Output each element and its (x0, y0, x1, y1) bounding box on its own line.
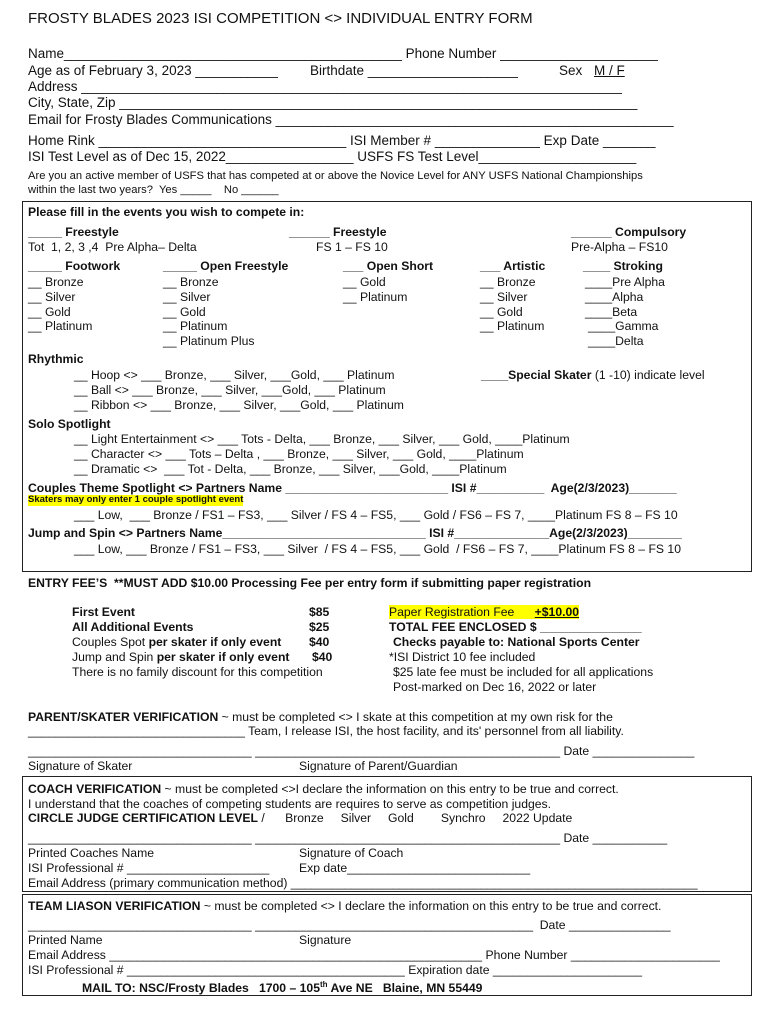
sex-value[interactable]: M / F (594, 63, 625, 78)
liason-email-phone[interactable]: Email Address _______________________________________________________ Phone Number ______________________ (28, 948, 720, 962)
signature-of-parent: Signature of Parent/Guardian (299, 759, 458, 773)
liason-isi-professional[interactable]: ISI Professional # _________________________________________ Expiration date ______________________ (28, 963, 642, 977)
fee-amount: $25 (309, 620, 330, 634)
rhythmic-hoop[interactable]: __ Hoop <> ___ Bronze, ___ Silver, ___Gold, ___ Platinum (74, 368, 395, 382)
fee-amount: $85 (309, 605, 330, 619)
rhythmic-ribbon[interactable]: __ Ribbon <> ___ Bronze, ___ Silver, ___Gold, ___ Platinum (74, 398, 404, 412)
stroking-option[interactable]: ____Delta (588, 334, 644, 348)
stroking-option[interactable]: ____Gamma (588, 319, 659, 333)
solo-light-entertainment[interactable]: __ Light Entertainment <> ___ Tots - Delta, ___ Bronze, ___ Silver, ___ Gold, ____Platinum (74, 432, 570, 446)
footwork-option[interactable]: __ Platinum (28, 319, 93, 333)
fee-amount: $40 (309, 635, 330, 649)
isi-test-line[interactable]: ISI Test Level as of Dec 15, 2022_________________ USFS FS Test Level_____________________ (28, 149, 637, 164)
liason-signature-line[interactable]: _________________________________ _________________________________________ Date _______________ (28, 918, 671, 932)
freestyle-fs-heading[interactable]: ______ Freestyle (289, 225, 387, 239)
usfs-answer[interactable]: within the last two years? Yes _____ No ______ (28, 184, 279, 196)
solo-spotlight-heading: Solo Spotlight (28, 417, 111, 431)
open-short-heading[interactable]: ___ Open Short (343, 259, 434, 273)
fee-couples: Couples Spot per skater if only event (72, 635, 282, 649)
open-freestyle-option[interactable]: __ Gold (163, 305, 206, 319)
artistic-option[interactable]: __ Platinum (480, 319, 545, 333)
freestyle-fs-levels: FS 1 – FS 10 (316, 240, 388, 254)
signature-of-coach: Signature of Coach (299, 846, 404, 860)
home-rink-line[interactable]: Home Rink _________________________________ ISI Member # ______________ Exp Date _______ (28, 133, 656, 148)
jump-spin-heading[interactable]: Jump and Spin <> Partners Name______________________________ ISI #______________Age(2/3/2023)________ (28, 526, 682, 540)
coach-signature-line[interactable]: _________________________________ _____________________________________________ Date ___________ (28, 831, 668, 845)
rhythmic-heading: Rhythmic (28, 352, 84, 366)
parent-verification-text: PARENT/SKATER VERIFICATION ~ must be completed <> I skate at this competition at my own risk for the (28, 710, 613, 724)
freestyle-tot-heading[interactable]: _____ Freestyle (28, 225, 119, 239)
events-heading: Please fill in the events you wish to compete in: (28, 205, 305, 219)
fee-label: All Additional Events (72, 620, 194, 634)
artistic-option[interactable]: __ Silver (480, 290, 528, 304)
solo-character[interactable]: __ Character <> ___ Tots – Delta , ___ Bronze, ___ Silver, ___ Gold, ____Platinum (74, 447, 524, 461)
postmark-note: Post-marked on Dec 16, 2022 or later (393, 680, 597, 694)
fees-heading: ENTRY FEE’S **MUST ADD $10.00 Processing Fee per entry form if submitting paper registration (28, 576, 592, 590)
compulsory-heading[interactable]: ______ Compulsory (571, 225, 687, 239)
artistic-option[interactable]: __ Gold (480, 305, 523, 319)
city-line[interactable]: City, State, Zip _____________________________________________________________________ (28, 95, 638, 110)
open-freestyle-option[interactable]: __ Platinum (163, 319, 228, 333)
address-line[interactable]: Address ________________________________________________________________________ (28, 79, 622, 94)
name-phone-line[interactable]: Name_____________________________________________ Phone Number _____________________ (28, 46, 658, 61)
mail-to-address: MAIL TO: NSC/Frosty Blades 1700 – 105th Ave NE Blaine, MN 55449 (82, 980, 483, 996)
footwork-option[interactable]: __ Bronze (28, 275, 84, 289)
artistic-heading[interactable]: ___ Artistic (480, 259, 546, 273)
checks-payable: Checks payable to: National Sports Center (393, 635, 640, 649)
parent-team-line[interactable]: ________________________________ Team, I release ISI, the host facility, and its' personnel from all liability. (28, 724, 624, 738)
footwork-option[interactable]: __ Gold (28, 305, 71, 319)
stroking-heading[interactable]: ____ Stroking (583, 259, 663, 273)
rhythmic-ball[interactable]: __ Ball <> ___ Bronze, ___ Silver, ___Gold, ___ Platinum (74, 383, 386, 397)
fee-jump: Jump and Spin per skater if only event (72, 650, 290, 664)
open-freestyle-option[interactable]: __ Bronze (163, 275, 219, 289)
footwork-option[interactable]: __ Silver (28, 290, 76, 304)
age-line[interactable]: Age as of February 3, 2023 ___________ (28, 63, 278, 78)
coach-verification-text: COACH VERIFICATION ~ must be completed <>I declare the information on this entry to be true and correct. (28, 782, 619, 796)
solo-dramatic[interactable]: __ Dramatic <> ___ Tot - Delta, ___ Bronze, ___ Silver, ___Gold, ____Platinum (74, 462, 507, 476)
late-fee-note: $25 late fee must be included for all applications (393, 665, 654, 679)
open-freestyle-option[interactable]: __ Silver (163, 290, 211, 304)
sex-label: Sex (559, 63, 583, 78)
stroking-option[interactable]: ____Pre Alpha (585, 275, 665, 289)
compulsory-levels: Pre-Alpha – FS10 (571, 240, 668, 254)
birthdate-line[interactable]: Birthdate ____________________ (310, 63, 518, 78)
coach-exp-date[interactable]: Exp date___________________________ (299, 861, 531, 875)
parent-signature-line[interactable]: _________________________________ _____________________________________________ Date _______________ (28, 744, 695, 758)
page-title: FROSTY BLADES 2023 ISI COMPETITION <> INDIVIDUAL ENTRY FORM (28, 10, 533, 27)
email-line[interactable]: Email for Frosty Blades Communications _____________________________________________________ (28, 112, 674, 127)
open-freestyle-option[interactable]: __ Platinum Plus (163, 334, 255, 348)
coach-email[interactable]: Email Address (primary communication method) ____________________________________________________________ (28, 876, 698, 890)
signature-of-skater: Signature of Skater (28, 759, 133, 773)
liason-signature: Signature (299, 933, 352, 947)
no-family-discount: There is no family discount for this competition (72, 665, 323, 679)
total-fee-enclosed[interactable]: TOTAL FEE ENCLOSED $ _______________ (389, 620, 642, 634)
district-fee-note: *ISI District 10 fee included (389, 650, 536, 664)
special-skater[interactable]: ____Special Skater (1 -10) indicate level (481, 368, 705, 382)
couples-heading[interactable]: Couples Theme Spotlight <> Partners Name ________________________ ISI #__________ Age(2/3/2023)_______ (28, 481, 677, 495)
liason-verification-text: TEAM LIASON VERIFICATION ~ must be completed <> I declare the information on this entry to be true and correct. (28, 899, 662, 913)
paper-registration-fee: Paper Registration Fee +$10.00 (389, 605, 580, 619)
circle-judge-levels[interactable]: CIRCLE JUDGE CERTIFICATION LEVEL / Bronze Silver Gold Synchro 2022 Update (28, 811, 573, 825)
open-freestyle-heading[interactable]: _____ Open Freestyle (163, 259, 289, 273)
stroking-option[interactable]: ____Beta (585, 305, 638, 319)
jump-spin-levels[interactable]: ___ Low, ___ Bronze / FS1 – FS3, ___ Silver / FS 4 – FS5, ___ Gold / FS6 – FS 7, ____Platinum FS 8 – FS 10 (74, 542, 681, 556)
coach-isi-professional[interactable]: ISI Professional # _____________________ (28, 861, 270, 875)
couples-note: Skaters may only enter 1 couple spotlight event (28, 494, 244, 505)
open-short-option[interactable]: __ Gold (343, 275, 386, 289)
couples-levels[interactable]: ___ Low, ___ Bronze / FS1 – FS3, ___ Silver / FS 4 – FS5, ___ Gold / FS6 – FS 7, ____Platinum FS 8 – FS 10 (74, 508, 678, 522)
footwork-heading[interactable]: _____ Footwork (28, 259, 121, 273)
printed-coaches-name: Printed Coaches Name (28, 846, 154, 860)
fee-label: First Event (72, 605, 135, 619)
coach-judges-note: I understand that the coaches of competing students are requires to serve as competition judges. (28, 797, 552, 811)
liason-printed-name: Printed Name (28, 933, 103, 947)
fee-amount: $40 (312, 650, 333, 664)
freestyle-tot-levels: Tot 1, 2, 3 ,4 Pre Alpha– Delta (28, 240, 197, 254)
open-short-option[interactable]: __ Platinum (343, 290, 408, 304)
artistic-option[interactable]: __ Bronze (480, 275, 536, 289)
stroking-option[interactable]: ____Alpha (585, 290, 644, 304)
usfs-question: Are you an active member of USFS that has competed at or above the Novice Level for ANY USFS National Championships (28, 170, 643, 182)
